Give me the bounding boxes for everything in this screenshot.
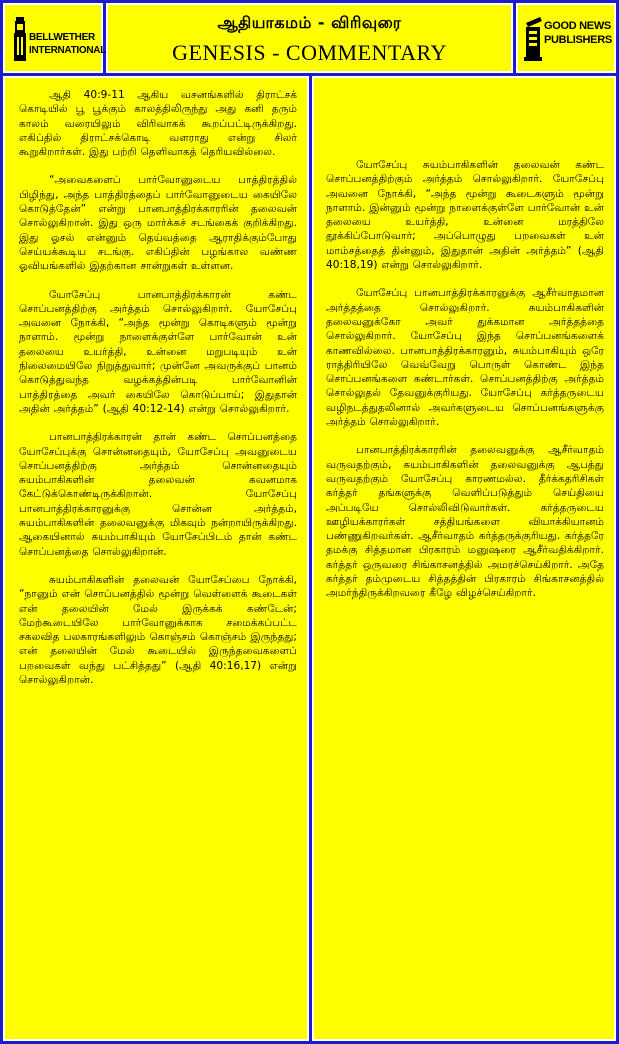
bell-tower-icon <box>13 17 27 61</box>
bellwether-logo <box>3 3 107 73</box>
title-tamil: ஆதியாகமம் - விரிவுரை <box>217 13 402 32</box>
logo-left-line1: BELLWETHER <box>29 32 95 43</box>
book-icon <box>524 15 544 65</box>
good-news-logo <box>516 3 616 73</box>
paragraph: ஆதி 40:9-11 ஆகிய வசனங்களில் திராட்சக் கொடியில் பூ பூக்கும் காலத்திலிருந்து அது கனி தரும் காலம் வரையிலும் விரிவாகக் கூறப்பட்டிருக்கிறது. எகிப்தில் திராட்சக்கொடி வளராது என்று சிலர் கூறுகிறார்கள். இது பற்றி தெளிவாகத் தெரியவில்லை. <box>19 89 297 159</box>
paragraph: பானபாத்திரக்காரன் தான் கண்ட சொப்பனத்தை யோசேப்புக்கு சொன்னதையும், யோசேப்பு அவனுடைய சொப்பனத்திற்கு அர்த்தம் சொன்னதையும் சுயம்பாகிகளின் தலைவன் கவனமாக கேட்டுக்கொண்டிருக்கிறான். யோசேப்பு பானபாத்திரக்காரனுக்கு சொன்ன அர்த்தம், சுயம்பாகிகளின் தலைவனுக்கு மிகவும் நன்றாயிருக்கிறது. ஆகையினால் சுயம்பாகியும் யோசேப்பிடம் தான் கண்ட சொப்பனத்தை சொல்லுகிறான். <box>19 431 297 558</box>
logo-left-line2: INTERNATIONAL <box>29 45 107 56</box>
right-column <box>312 76 616 1041</box>
paragraph: சுயம்பாகிகளின் தலைவன் யோசேப்பை நோக்கி, “நானும் என் சொப்பனத்தில் மூன்று வெள்ளைக் கூடைகள் என் தலையின் மேல் இருக்கக் கண்டேன்; மேற்கூடையிலே பார்வோனுக்காக சமைக்கப்பட்ட சகலவித பலகாரங்களிலும் கொஞ்சம் கொஞ்சம் இருந்தது; என் தலையின் மேல் கூடையில் இருந்தவைகளைப் பறவைகள் வந்து பட்சித்தது” (ஆதி 40:16,17) என்று சொல்லுகிறான். <box>19 573 297 686</box>
paragraph: யோசேப்பு பானபாத்திரக்காரன் கண்ட சொப்பனத்திற்கு அர்த்தம் சொல்லுகிறார். யோசேப்பு அவனை நோக்கி, “அந்த மூன்று கொடிகளும் மூன்று நாளாம். மூன்று நாளைக்குள்ளே பார்வோன் உன் தலையை உயர்த்தி, உன்னை மறுபடியும் உன் நிலைமையிலே நிறுத்துவார்; முன்னே அவருக்குப் பானம் கொடுத்துவந்த வழக்கத்தின்படி பார்வோனின் பாத்திரத்தை அவர் கையிலே கொடுப்பாய்; இதுதான் அதின் அர்த்தம்” (ஆதி 40:12-14) என்று சொல்லுகிறார். <box>19 288 297 415</box>
paragraph: யோசேப்பு சுயம்பாகிகளின் தலைவன் கண்ட சொப்பனத்திற்கும் அர்த்தம் சொல்லுகிறார். யோசேப்பு அவனை நோக்கி, “அந்த மூன்று கூடைகளும் மூன்று நாளாம். இன்னும் மூன்று நாளைக்குள்ளே பார்வோன் உன் தலையை உயர்த்தி, உன்னை மரத்திலே தூக்கிப்போடுவார்; அப்பொழுது பறவைகள் உன் மாம்சத்தைத் தின்னும், இதுதான் அதின் அர்த்தம்” (ஆதி 40:18,19) என்று சொல்லுகிறார். <box>326 159 604 272</box>
left-column <box>3 76 309 1041</box>
paragraph: யோசேப்பு பானபாத்திரக்காரனுக்கு ஆசீர்வாதமான அர்த்தத்தை சொல்லுகிறார். சுயம்பாகிகளின் தலைவனுக்கோ அவர் துக்கமான அர்த்தத்தை சொல்லுகிறார். யோசேப்பு இந்த சொப்பனங்களைக் காணவில்லை. பானபாத்திரக்காரனும், சுயம்பாகியும் ஒரே ராத்திரியிலே வெவ்வேறு பொருள் கொண்ட இந்த சொப்பனங்களை கண்டார்கள். சொப்பனத்திற்கு அர்த்தம் சொல்லுதல் தேவனுக்குரியது. யோசேப்பு கர்த்தருடைய வழிநடத்துதலினால் அவர்களுடைய சொப்பனங்களுக்கு அர்த்தம் சொல்லுகிறார். <box>326 287 604 429</box>
logo-right-line1: GOOD NEWS <box>544 20 611 32</box>
paragraph: பானபாத்திரக்காரரின் தலைவனுக்கு ஆசீர்வாதம் வருவதற்கும், சுயம்பாகிகளின் தலைவனுக்கு ஆபத்து வருவதற்கும் யோசேப்பு காரணமல்ல. தீர்க்கதரிசிகள் கர்த்தர் தங்களுக்கு வெளிப்படுத்தும் செய்தியை அப்படியே சொல்லிவிடுவார்கள். கர்த்தருடைய ஊழியக்காரர்கள் சத்தியங்களை வியாக்கியானம் பண்ணுகிறவர்கள். ஆசீர்வாதம் கர்த்தருக்குரியது. கர்த்தரே தமக்கு சித்தமான பிரகாரம் மனுஷரை ஆசீர்வதிக்கிறார். கர்த்தர் ஒருவரை சிங்காசனத்தில் அமரச்செய்கிறார். அதே கர்த்தர் தம்முடைய சித்தத்தின் பிரகாரம் சிங்காசனத்தில் அமர்ந்திருக்கிறவரை கீழே விழச்செய்கிறார். <box>326 444 604 600</box>
title-banner <box>106 3 513 73</box>
paragraph: “அவைகளைப் பார்வோனுடைய பாத்திரத்தில் பிழிந்து, அந்த பாத்திரத்தைப் பார்வோனுடைய கையிலே கொடுத்தேன்” என்று பானபாத்திரக்காரரின் தலைவன் சொல்லுகிறான். இது ஒரு மார்க்கச் சடங்கைக் குறிக்கிறது. இது ஓசல் என்னும் தெய்வத்தை ஆராதிக்கும்போது செய்யக்கூடிய சடங்கு. எகிப்தின் பழங்கால வண்ண ஓவியங்களில் இதற்கான சான்றுகள் உள்ளன. <box>19 174 297 273</box>
title-english: GENESIS - COMMENTARY <box>172 40 447 65</box>
logo-right-line2: PUBLISHERS <box>544 34 612 46</box>
